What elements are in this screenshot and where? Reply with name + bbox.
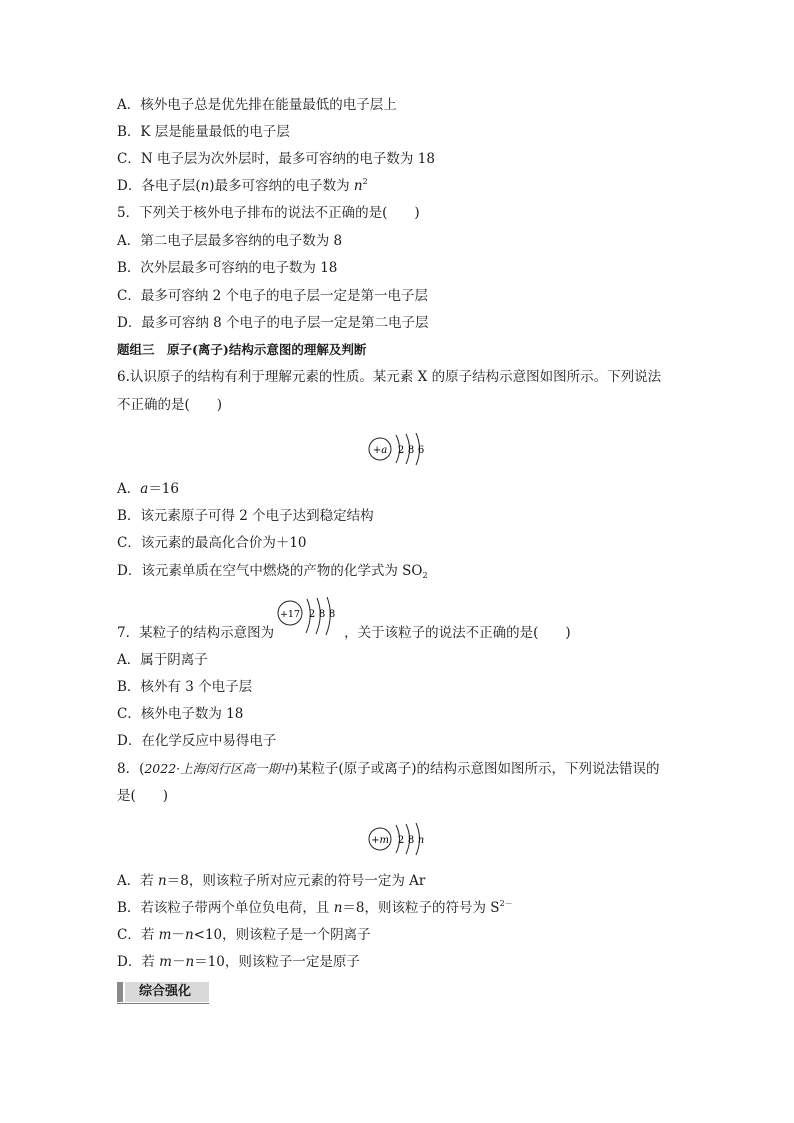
superscript: 2－ [499, 899, 513, 908]
atom-structure-diagram-q8 [366, 823, 430, 857]
option-c: C．N 电子层为次外层时，最多可容纳的电子数为 18 [117, 151, 435, 167]
var-n: n [185, 954, 195, 970]
var-a: a [140, 481, 149, 497]
text: )某粒子(原子或离子)的结构示意图如图所示，下列说法错误的 [292, 761, 660, 777]
var-n: n [353, 178, 363, 194]
option-b: B．K 层是能量最低的电子层 [117, 124, 290, 140]
question-8-stem-line-2: 是( ) [117, 788, 169, 804]
text: )最多可容纳的电子数为 [209, 178, 354, 194]
shell-3-electrons: 6 [417, 445, 425, 456]
shell-1-electrons: 2 [308, 609, 316, 620]
text: － [171, 927, 185, 943]
var-m: m [158, 927, 172, 943]
question-5-option-b: B．次外层最多可容纳的电子数为 18 [117, 260, 338, 276]
text: B．若该粒子带两个单位负电荷，且 [117, 900, 334, 916]
option-a: A．核外电子总是优先排在能量最低的电子层上 [117, 97, 397, 113]
question-7-option-a: A．属于阴离子 [117, 652, 208, 668]
tag-underline [117, 1003, 209, 1004]
question-8-option-b [117, 898, 513, 918]
question-6-option-a [117, 479, 179, 499]
text: A．若 [117, 873, 159, 889]
question-6-stem-line-1: 6.认识原子的结构有利于理解元素的性质。某元素 X 的原子结构示意图如图所示。下列说法 [117, 369, 662, 385]
text: ＝16 [148, 481, 179, 497]
question-5-stem: 5．下列关于核外电子排布的说法不正确的是( ) [117, 205, 420, 221]
text: 7．某粒子的结构示意图为 [117, 625, 275, 641]
var-n: n [200, 178, 210, 194]
question-5-option-c: C．最多可容纳 2 个电子的电子层一定是第一电子层 [117, 288, 429, 304]
option-d [117, 176, 368, 196]
tag-decoration [123, 982, 125, 1002]
shell-2-electrons: 8 [318, 609, 326, 620]
question-7-option-b: B．核外有 3 个电子层 [117, 679, 253, 695]
shell-1-electrons: 2 [397, 445, 405, 456]
shell-2-electrons: 8 [407, 445, 415, 456]
question-8-option-c [117, 925, 371, 945]
subscript: 2 [422, 571, 428, 580]
text: － [171, 954, 186, 970]
question-5-option-a: A．第二电子层最多容纳的电子数为 8 [117, 233, 343, 249]
var-n: n [333, 900, 343, 916]
question-7-option-c: C．核外电子数为 18 [117, 706, 244, 722]
text: 8．( [117, 761, 145, 777]
question-8-option-a [117, 871, 425, 891]
var-n: n [158, 873, 167, 889]
var-n: n [184, 927, 194, 943]
question-8-stem-line-1 [117, 759, 659, 779]
question-8-option-d [117, 952, 360, 972]
question-7-option-d: D．在化学反应中易得电子 [117, 733, 277, 749]
nucleus-label: +m [371, 835, 389, 846]
section-tag-label: 综合强化 [139, 984, 192, 999]
nucleus-label: +a [372, 445, 388, 456]
question-5-option-d: D．最多可容纳 8 个电子的电子层一定是第二电子层 [117, 315, 429, 331]
section-tag [117, 982, 209, 1002]
text: ，关于该粒子的说法不正确的是( ) [344, 625, 571, 641]
text: D．该元素单质在空气中燃烧的产物的化学式为 SO [117, 563, 423, 579]
text: D．各电子层( [117, 178, 201, 194]
var-m: m [159, 954, 172, 970]
text: C．若 [117, 927, 159, 943]
atom-structure-diagram-q6 [366, 433, 436, 467]
text: <10，则该粒子是一个阴离子 [193, 927, 371, 943]
question-6-option-d [117, 561, 428, 581]
shell-2-electrons: 8 [407, 835, 415, 846]
question-source: 2022·上海闵行区高一期中 [144, 761, 293, 776]
text: A． [117, 481, 141, 497]
shell-1-electrons: 2 [397, 835, 405, 846]
question-6-stem-line-2: 不正确的是( ) [117, 397, 223, 413]
section-heading: 题组三 原子(离子)结构示意图的理解及判断 [117, 342, 367, 357]
shell-3-electrons: 8 [328, 609, 336, 620]
question-6-option-c: C．该元素的最高化合价为＋10 [117, 535, 307, 551]
text: ＝10，则该粒子一定是原子 [194, 954, 360, 970]
question-7-stem [117, 623, 571, 643]
shell-3-electrons: n [417, 835, 425, 846]
question-6-option-b: B．该元素原子可得 2 个电子达到稳定结构 [117, 508, 374, 524]
text: ＝8，则该粒子的符号为 S [342, 900, 500, 916]
nucleus-label: +17 [279, 609, 301, 620]
text: ＝8，则该粒子所对应元素的符号一定为 Ar [166, 873, 426, 889]
superscript: 2 [362, 177, 368, 186]
text: D．若 [117, 954, 160, 970]
